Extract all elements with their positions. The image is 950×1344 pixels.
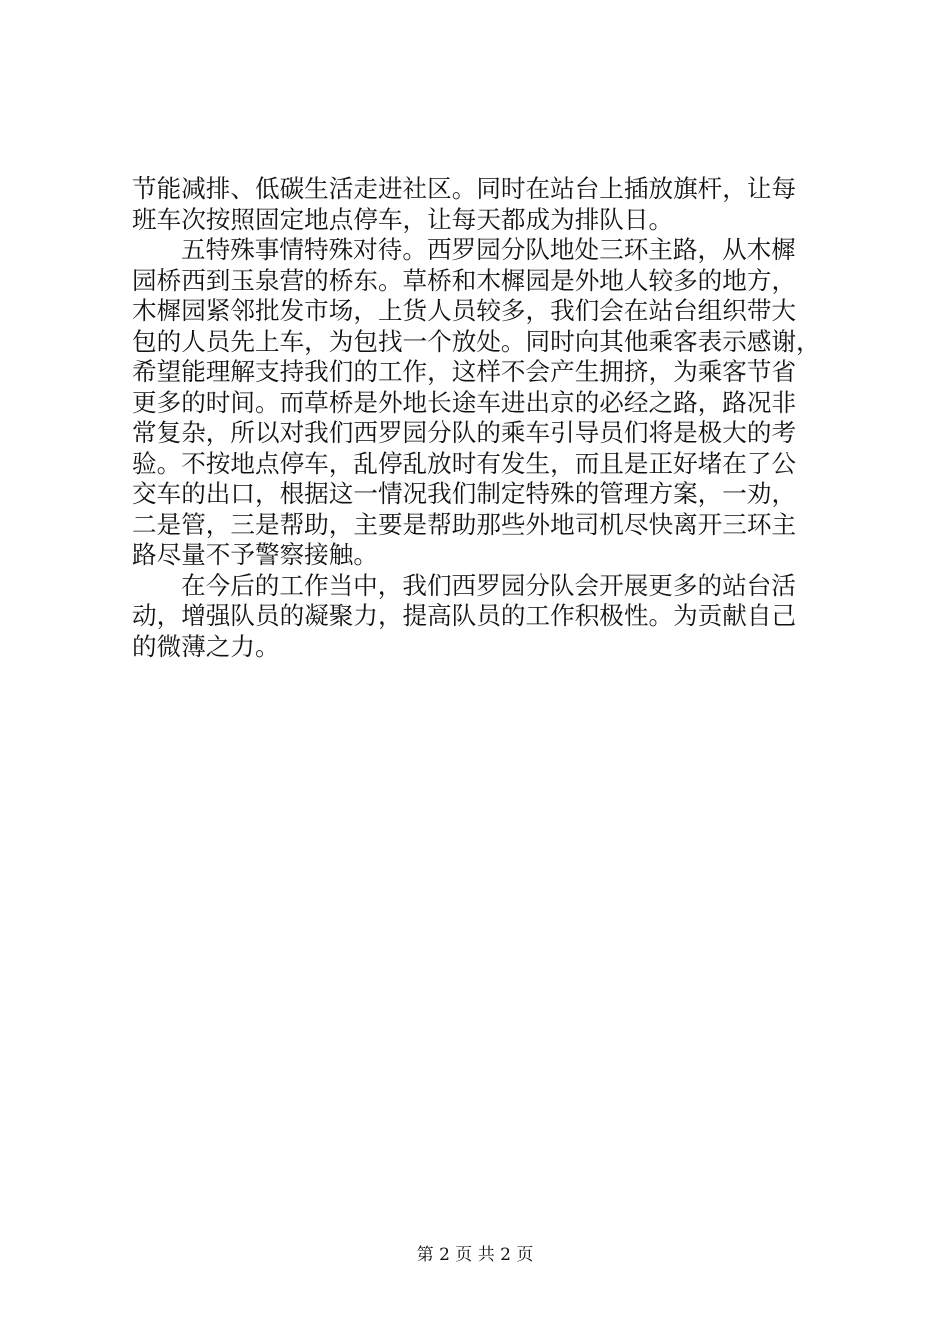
- paragraph-start-line: 在今后的工作当中，我们西罗园分队会开展更多的站台活: [181, 570, 796, 600]
- page-number-label: 第 2 页 共 2 页: [416, 1245, 534, 1265]
- text-line: 验。不按地点停车，乱停乱放时有发生，而且是正好堵在了公: [132, 448, 797, 478]
- text-line: 常复杂，所以对我们西罗园分队的乘车引导员们将是极大的考: [132, 418, 797, 447]
- page-footer: [0, 1244, 950, 1266]
- text-line: 木樨园紧邻批发市场，上货人员较多，我们会在站台组织带大: [132, 296, 797, 325]
- text-line: 希望能理解支持我们的工作，这样不会产生拥挤，为乘客节省: [132, 357, 797, 386]
- text-line: 园桥西到玉泉营的桥东。草桥和木樨园是外地人较多的地方，: [132, 265, 797, 295]
- text-line: 班车次按照固定地点停车，让每天都成为排队日。: [132, 204, 674, 234]
- body-text: [132, 174, 848, 662]
- text-line: 包的人员先上车，为包找一个放处。同时向其他乘客表示感谢，: [132, 326, 821, 356]
- text-line: 更多的时间。而草桥是外地长途车进出京的必经之路，路况非: [132, 387, 797, 417]
- text-line: 动，增强队员的凝聚力，提高队员的工作积极性。为贡献自己: [132, 601, 797, 630]
- text-line: 路尽量不予警察接触。: [132, 540, 378, 569]
- text-line: 节能减排、低碳生活走进社区。同时在站台上插放旗杆，让每: [132, 174, 797, 203]
- text-line: 二是管，三是帮助，主要是帮助那些外地司机尽快离开三环主: [132, 509, 797, 539]
- text-line: 交车的出口，根据这一情况我们制定特殊的管理方案，一劝，: [132, 479, 797, 508]
- text-line: 的微薄之力。: [132, 631, 280, 661]
- paragraph-start-line: 五特殊事情特殊对待。西罗园分队地处三环主路，从木樨: [181, 235, 796, 264]
